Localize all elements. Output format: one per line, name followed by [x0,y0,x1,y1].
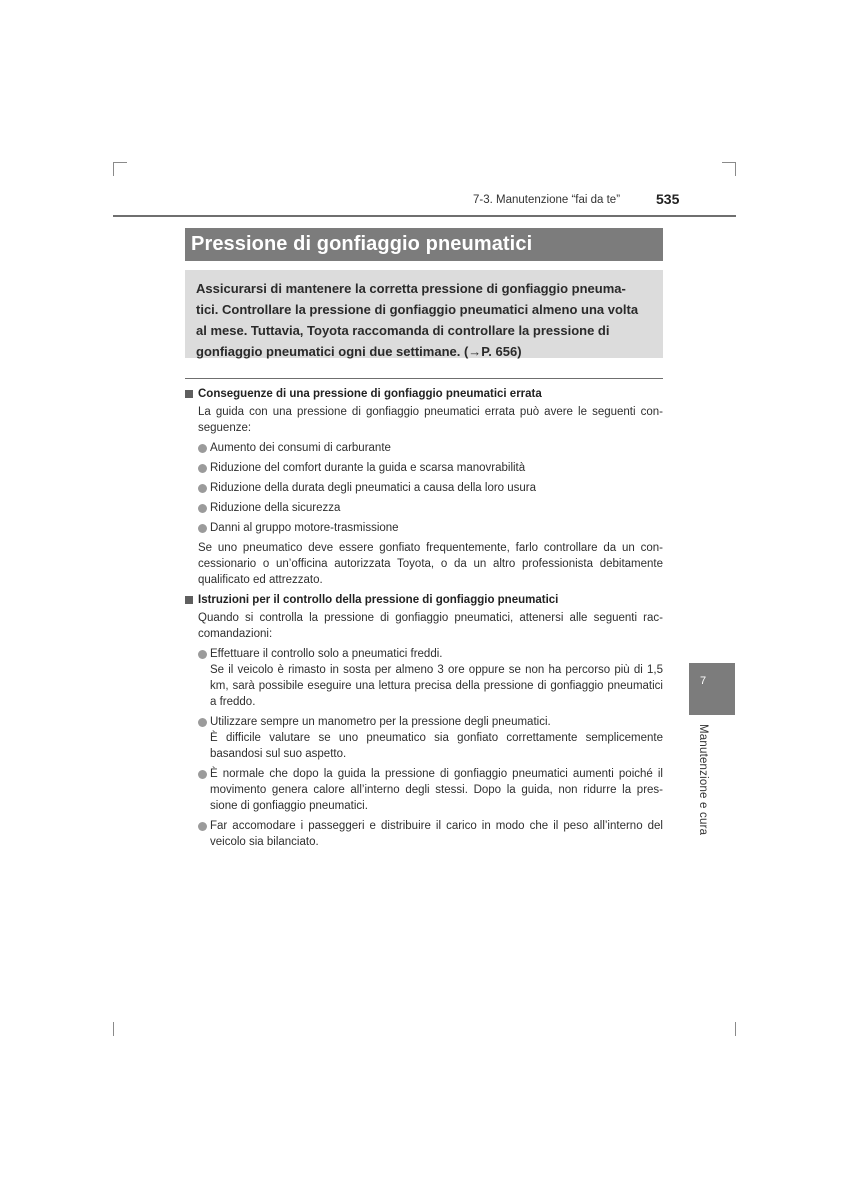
square-bullet-icon [185,596,193,604]
list-item [198,646,663,662]
circle-bullet-icon [198,504,207,513]
circle-bullet-icon [198,444,207,453]
circle-bullet-icon [198,484,207,493]
list-item-text: Far accomodare i passeggeri e distribuire il carico in modo che il peso all’interno del veicolo sia bilanciato. [210,820,663,848]
list-item-text: Riduzione della sicurezza [210,502,341,514]
main-content [185,386,663,850]
circle-bullet-icon [198,822,207,831]
crop-mark-top-left-horizontal [113,162,127,163]
page-number: 535 [656,191,680,207]
section-divider [185,378,663,379]
list-item-text: Riduzione del comfort durante la guida e scarsa manovrabilità [210,462,526,474]
header-section-title: 7-3. Manutenzione “fai da te” [473,194,621,206]
list-item-text: Riduzione della durata degli pneumatici a causa della loro usura [210,482,537,494]
chapter-label: Manutenzione e cura [697,724,709,836]
list-item-detail: Se il veicolo è rimasto in sosta per almeno 3 ore oppure se non ha percorso più di 1,5 km, sarà possibile eseguire una lettura precisa della pressione di gonfiaggio pneumatici a freddo. [210,664,663,708]
section-heading-text: Conseguenze di una pressione di gonfiaggio pneumatici errata [198,388,542,400]
crop-mark-bottom-left [113,1022,114,1036]
section-heading [185,592,663,608]
page-title: Pressione di gonfiaggio pneumatici [185,228,663,261]
list-item-text: Danni al gruppo motore-trasmissione [210,522,399,534]
intro-line: Assicurarsi di mantenere la corretta pressione di gonfiaggio pneuma- [196,281,626,296]
list-item-detail: È difficile valutare se uno pneumatico sia gonfiato correttamente semplicemente basandosi sul suo aspetto. [210,732,663,760]
crop-mark-top-left-vertical [113,162,114,176]
list-item-text: Effettuare il controllo solo a pneumatici freddi. [210,648,443,660]
chapter-tab [689,663,735,715]
paragraph: Quando si controlla la pressione di gonfiaggio pneumatici, attenersi alle seguenti rac- comandazioni: [198,612,663,640]
circle-bullet-icon [198,464,207,473]
circle-bullet-icon [198,770,207,779]
list-item [198,714,663,730]
intro-line: al mese. Tuttavia, Toyota raccomanda di controllare la pressione di [196,323,610,338]
header-divider [113,215,736,217]
intro-box [185,270,663,358]
list-item-text: Utilizzare sempre un manometro per la pressione degli pneumatici. [210,716,551,728]
section-heading-text: Istruzioni per il controllo della pressione di gonfiaggio pneumatici [198,594,559,606]
crop-mark-top-right-vertical [735,162,736,176]
list-item-text: Aumento dei consumi di carburante [210,442,391,454]
list-item [198,440,663,456]
circle-bullet-icon [198,718,207,727]
list-item [198,460,663,476]
circle-bullet-icon [198,524,207,533]
list-item [198,818,663,850]
list-item [198,766,663,814]
square-bullet-icon [185,390,193,398]
paragraph: La guida con una pressione di gonfiaggio pneumatici errata può avere le seguenti con- seguenze: [198,406,663,434]
crop-mark-top-right-horizontal [722,162,736,163]
paragraph: Se uno pneumatico deve essere gonfiato frequentemente, farlo controllare da un con- cessionario o un’officina autorizzata Toyota, o da un altro professionista debitamente qualificato ed attrezzato. [198,542,663,586]
list-item [198,480,663,496]
crop-mark-bottom-right [735,1022,736,1036]
list-item [198,520,663,536]
intro-line: tici. Controllare la pressione di gonfiaggio pneumatici almeno una volta [196,302,639,317]
intro-line: gonfiaggio pneumatici ogni due settimane. (→P. 656) [196,344,522,359]
section-heading [185,386,663,402]
list-item [198,500,663,516]
list-item-text: È normale che dopo la guida la pressione di gonfiaggio pneumatici aumenti poiché il movimento genera calore all’interno degli stessi. Dopo la guida, non ridurre la pres- sione di gonfiaggio pneumatici. [210,768,663,812]
chapter-number: 7 [699,675,707,687]
circle-bullet-icon [198,650,207,659]
